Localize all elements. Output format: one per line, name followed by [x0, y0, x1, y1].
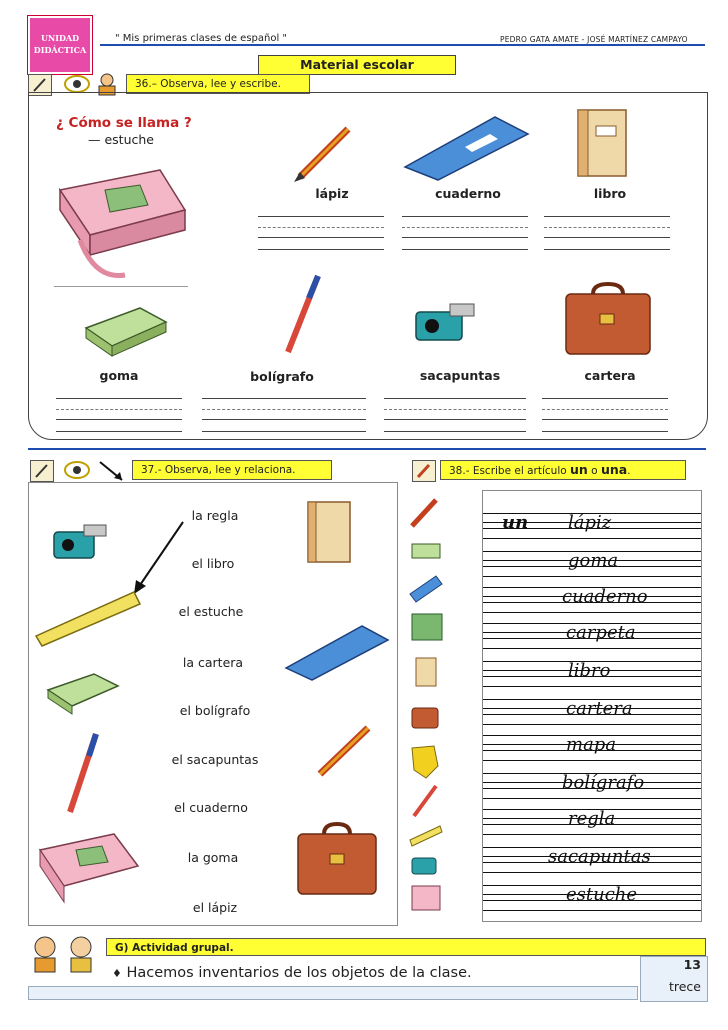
unit-badge: UNIDAD DIDÁCTICA	[28, 16, 92, 74]
question: ¿ Cómo se llama ?	[56, 115, 192, 131]
relate-item[interactable]: el libro	[191, 556, 235, 571]
children-icon	[28, 934, 62, 974]
page-word: trece	[668, 979, 701, 994]
word: sacapuntas	[548, 846, 651, 867]
write-box-lapiz[interactable]	[258, 216, 384, 250]
activity-title: G) Actividad grupal.	[106, 938, 706, 956]
write-box-libro[interactable]	[544, 216, 670, 250]
relate-item[interactable]: el bolígrafo	[179, 703, 251, 718]
book-illustration	[300, 496, 356, 572]
pencil-case-illustration	[34, 828, 144, 922]
label-boligrafo: bolígrafo	[250, 369, 314, 384]
pen-illustration	[276, 270, 326, 364]
sharpener-illustration	[48, 520, 112, 572]
authors: PEDRO GATA AMATE - JOSÉ MARTÍNEZ CAMPAYO	[500, 35, 688, 44]
relate-arrow-icon	[96, 458, 126, 484]
word: regla	[568, 808, 616, 829]
teacher-icon	[64, 934, 98, 974]
series-title: " Mis primeras clases de español "	[115, 33, 288, 44]
header-divider	[100, 44, 705, 46]
word: mapa	[566, 734, 617, 755]
instruction-37: 37.- Observa, lee y relaciona.	[132, 460, 332, 480]
word: cuaderno	[562, 586, 648, 607]
pencil-illustration	[312, 720, 376, 784]
answer: — estuche	[88, 132, 154, 147]
footer-bar	[28, 986, 638, 1000]
relate-item[interactable]: el lápiz	[192, 900, 238, 915]
write-box-cuaderno[interactable]	[402, 216, 528, 250]
relate-item[interactable]: el sacapuntas	[171, 752, 259, 767]
school-bag-illustration	[558, 280, 658, 364]
word: estuche	[566, 884, 638, 905]
pencil-hand-icon	[412, 460, 436, 482]
write-box-cartera[interactable]	[542, 398, 668, 432]
page-number: 13	[683, 957, 701, 972]
ex38-icon-column	[406, 486, 444, 916]
write-box-sacapuntas[interactable]	[384, 398, 526, 432]
page-title: Material escolar	[258, 55, 456, 75]
school-bag-illustration	[292, 820, 382, 904]
word: libro	[568, 660, 611, 681]
word: lápiz	[568, 512, 612, 533]
word: cartera	[566, 698, 633, 719]
relate-item[interactable]: la regla	[191, 508, 239, 523]
page-number-box	[640, 956, 708, 1002]
write-box-boligrafo[interactable]	[202, 398, 366, 432]
eraser-illustration	[80, 300, 170, 364]
section-divider	[28, 448, 706, 450]
label-libro: libro	[593, 186, 627, 201]
example-article: un	[502, 512, 529, 533]
label-sacapuntas: sacapuntas	[419, 368, 501, 383]
pen-illustration	[62, 728, 102, 822]
eraser-illustration	[44, 668, 124, 722]
notebook-illustration	[400, 112, 530, 186]
pencil-case-illustration	[50, 160, 190, 288]
word: carpeta	[566, 622, 636, 643]
bullet-diamond-icon: ♦	[112, 967, 122, 980]
relate-item[interactable]: la goma	[187, 850, 239, 865]
ruler-illustration	[34, 588, 144, 652]
relate-item[interactable]: la cartera	[182, 655, 244, 670]
instruction-36: 36.– Observa, lee y escribe.	[126, 74, 310, 94]
label-goma: goma	[99, 368, 139, 383]
relate-item[interactable]: el estuche	[178, 604, 244, 619]
activity-text: ♦ Hacemos inventarios de los objetos de la clase.	[112, 965, 472, 981]
eye-icon	[62, 458, 92, 482]
word: bolígrafo	[562, 772, 645, 793]
label-cuaderno: cuaderno	[435, 186, 501, 201]
write-box-goma[interactable]	[56, 398, 182, 432]
pencil-illustration	[290, 122, 360, 186]
label-cartera: cartera	[584, 368, 636, 383]
relate-item[interactable]: el cuaderno	[174, 800, 248, 815]
notebook-illustration	[282, 622, 392, 686]
instruction-38: 38.- Escribe el artículo un o una.	[440, 460, 686, 480]
label-lapiz: lápiz	[315, 186, 349, 201]
sharpener-illustration	[410, 298, 480, 352]
write-line-estuche[interactable]	[54, 286, 188, 287]
pencil-hand-icon	[30, 460, 54, 482]
word: goma	[568, 550, 619, 571]
book-illustration	[568, 104, 638, 186]
